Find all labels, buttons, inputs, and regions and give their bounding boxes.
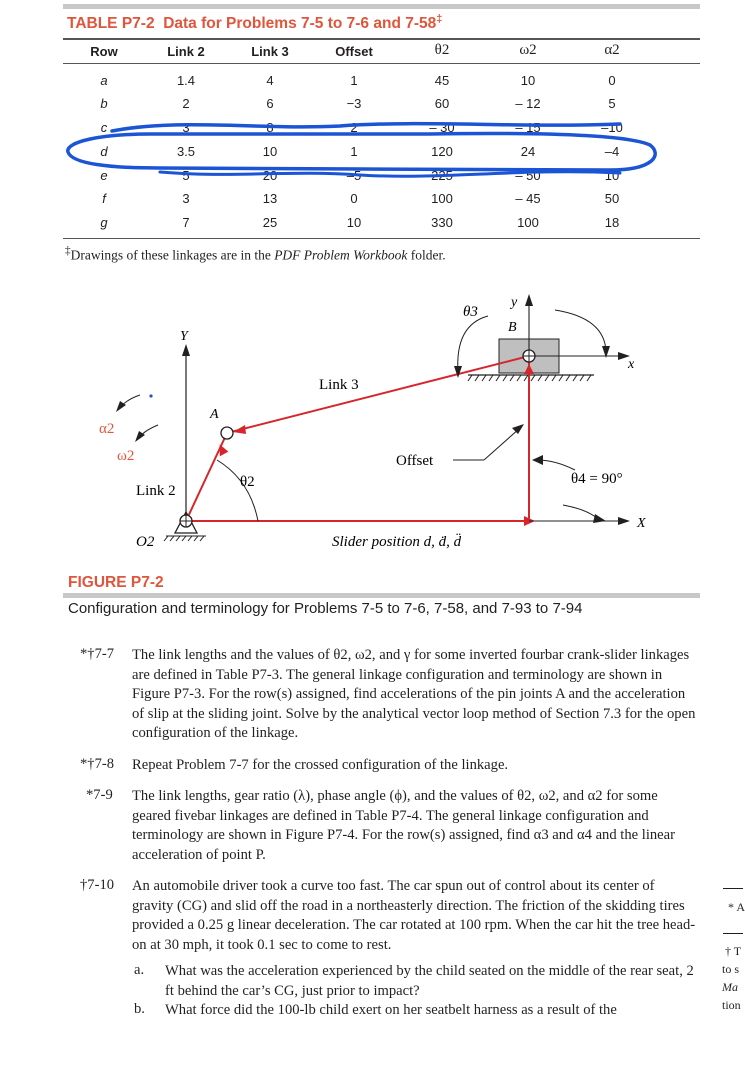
label-omega2: ω2 bbox=[117, 448, 135, 464]
table-row-label: c bbox=[100, 120, 108, 135]
table-cell: −3 bbox=[346, 96, 362, 111]
table-title-mark: ‡ bbox=[436, 13, 443, 25]
table-cell: 60 bbox=[434, 96, 450, 111]
table-cell: 10 bbox=[604, 168, 620, 183]
col-header-offset: Offset bbox=[335, 44, 373, 59]
table-cell: 10 bbox=[262, 144, 278, 159]
table-cell: 13 bbox=[262, 191, 278, 206]
label-y-small: y bbox=[511, 295, 518, 310]
problem-text: The link lengths, gear ratio (λ), phase angle (ϕ), and the values of θ2, ω2, and α2 for some geared fivebar linkages are defined in Table P7-4. The general linkage configuration and terminology are shown in Figure P7-4. For the row(s) assigned, find α3 and α4 and the linear acceleration of point P. bbox=[132, 788, 675, 863]
table-cell: 1 bbox=[350, 73, 358, 88]
label-O2: O2 bbox=[136, 534, 155, 550]
label-alpha2: α2 bbox=[99, 421, 115, 437]
table-cell: – 45 bbox=[515, 191, 541, 206]
col-header-omega2: ω2 bbox=[519, 42, 537, 58]
scribble-line-lower bbox=[160, 172, 620, 176]
label-link2: Link 2 bbox=[136, 483, 176, 499]
table-cell: 225 bbox=[431, 168, 453, 183]
table-cell: 1 bbox=[350, 144, 358, 159]
label-offset: Offset bbox=[396, 453, 434, 469]
label-theta4: θ4 = 90° bbox=[571, 471, 623, 487]
margin-fragment: † T bbox=[725, 944, 742, 958]
table-cell: 24 bbox=[520, 144, 536, 159]
label-slider: Slider position d, ḋ, d̈ bbox=[332, 534, 462, 550]
margin-fragment: * A bbox=[728, 900, 745, 914]
col-header-row: Row bbox=[90, 44, 118, 59]
table-cell: 120 bbox=[431, 144, 453, 159]
table-cell: – 50 bbox=[515, 168, 541, 183]
problem-number: *7-9 bbox=[86, 787, 113, 803]
table-cell: 1.4 bbox=[176, 73, 196, 88]
problem-text: The link lengths and the values of θ2, ω2, and γ for some inverted fourbar crank-slider linkages are defined in Table P7-3. The general linkage configuration and terminology are shown in Figure P7-3. For the row(s) assigned, find accelerations of the pin joints A and the acceleration of slip at the sliding joint. Solve by the analytical vector loop method of Section 7.3 for the open configuration of the linkage. bbox=[132, 647, 696, 742]
margin-fragment: tion bbox=[722, 998, 741, 1012]
scribble-line-upper bbox=[112, 124, 620, 131]
table-row-label: e bbox=[100, 168, 108, 183]
problem-text: An automobile driver took a curve too fast. The car spun out of control about its center of gravity (CG) and slid off the road in a northeasterly direction. The friction of the skidding tires provided a 0.25 g linear deceleration. The car rotated at 100 rpm. When the car hit the tree head-on at 30 mph, it took 0.1 sec to come to rest. bbox=[132, 878, 696, 953]
problem-text: Repeat Problem 7-7 for the crossed configuration of the linkage. bbox=[132, 757, 509, 773]
col-header-link2: Link 2 bbox=[167, 44, 205, 59]
table-row-label: f bbox=[102, 191, 106, 206]
link3-line bbox=[227, 356, 529, 433]
label-link3: Link 3 bbox=[319, 377, 359, 393]
table-row-label: d bbox=[100, 144, 108, 159]
label-x-small: x bbox=[628, 357, 635, 372]
table-number: TABLE P7-2 bbox=[67, 15, 155, 33]
problem-number: †7-10 bbox=[80, 877, 115, 893]
problem-number: *†7-7 bbox=[80, 646, 115, 662]
footnote-text: Drawings of these linkages are in the bbox=[70, 247, 275, 263]
table-cell: 0 bbox=[350, 191, 358, 206]
label-theta2: θ2 bbox=[240, 474, 255, 490]
margin-fragment: to s bbox=[722, 962, 740, 976]
label-Y: Y bbox=[180, 329, 188, 344]
table-cell: –4 bbox=[604, 144, 620, 159]
table-cell: –5 bbox=[346, 168, 362, 183]
margin-rule bbox=[723, 888, 743, 889]
table-cell: –10 bbox=[601, 120, 623, 135]
problem-number: *†7-8 bbox=[80, 756, 115, 772]
table-cell: 2 bbox=[350, 120, 358, 135]
col-header-theta2: θ2 bbox=[434, 42, 450, 58]
subpart-text: What force did the 100-lb child exert on her seatbelt harness as a result of the bbox=[165, 1002, 617, 1018]
table-cell: – 12 bbox=[515, 96, 541, 111]
table-row-label: g bbox=[100, 215, 108, 230]
margin-fragment: Ma bbox=[722, 980, 738, 994]
table-cell: – 15 bbox=[515, 120, 541, 135]
table-row-label: b bbox=[100, 96, 108, 111]
table-cell: 2 bbox=[182, 96, 190, 111]
table-cell: 100 bbox=[517, 215, 539, 230]
table-cell: 330 bbox=[431, 215, 453, 230]
table-cell: 10 bbox=[520, 73, 536, 88]
table-cell: – 30 bbox=[429, 120, 455, 135]
table-cell: 25 bbox=[262, 215, 278, 230]
table-cell: 18 bbox=[604, 215, 620, 230]
table-cell: 5 bbox=[608, 96, 616, 111]
figure-title: FIGURE P7-2 bbox=[68, 574, 164, 591]
table-cell: 100 bbox=[431, 191, 453, 206]
subpart-label: b. bbox=[134, 1001, 145, 1017]
table-cell: 3 bbox=[182, 191, 190, 206]
table-cell: 4 bbox=[266, 73, 274, 88]
scribble-circle-row-d bbox=[68, 133, 655, 170]
label-B: B bbox=[508, 320, 517, 335]
table-cell: 8 bbox=[266, 120, 274, 135]
label-X: X bbox=[637, 516, 646, 531]
table-cell: 3.5 bbox=[176, 144, 196, 159]
table-row-label: a bbox=[100, 73, 108, 88]
col-header-link3: Link 3 bbox=[251, 44, 289, 59]
label-theta3: θ3 bbox=[463, 304, 478, 320]
table-caption: Data for Problems 7-5 to 7-6 and 7-58 bbox=[163, 15, 437, 33]
label-A: A bbox=[210, 407, 219, 422]
table-cell: 45 bbox=[434, 73, 450, 88]
table-cell: 7 bbox=[182, 215, 190, 230]
table-cell: 3 bbox=[182, 120, 190, 135]
figure-caption: Configuration and terminology for Problems 7-5 to 7-6, 7-58, and 7-93 to 7-94 bbox=[68, 600, 583, 617]
subpart-label: a. bbox=[134, 962, 145, 978]
table-cell: 50 bbox=[604, 191, 620, 206]
table-cell: 6 bbox=[266, 96, 274, 111]
footnote-mark: ‡ bbox=[65, 245, 71, 257]
footnote-end: folder. bbox=[407, 247, 446, 263]
table-cell: 20 bbox=[262, 168, 278, 183]
col-header-alpha2: α2 bbox=[604, 42, 620, 58]
table-cell: 5 bbox=[182, 168, 190, 183]
figure-bar bbox=[63, 593, 700, 598]
margin-rule bbox=[723, 933, 743, 934]
subpart-text: What was the acceleration experienced by the child seated on the middle of the rear seat, 2 ft behind the car’s CG, just prior to impact? bbox=[165, 963, 694, 999]
table-cell: 0 bbox=[608, 73, 616, 88]
table-cell: 10 bbox=[346, 215, 362, 230]
footnote-italic: PDF Problem Workbook bbox=[274, 247, 408, 263]
